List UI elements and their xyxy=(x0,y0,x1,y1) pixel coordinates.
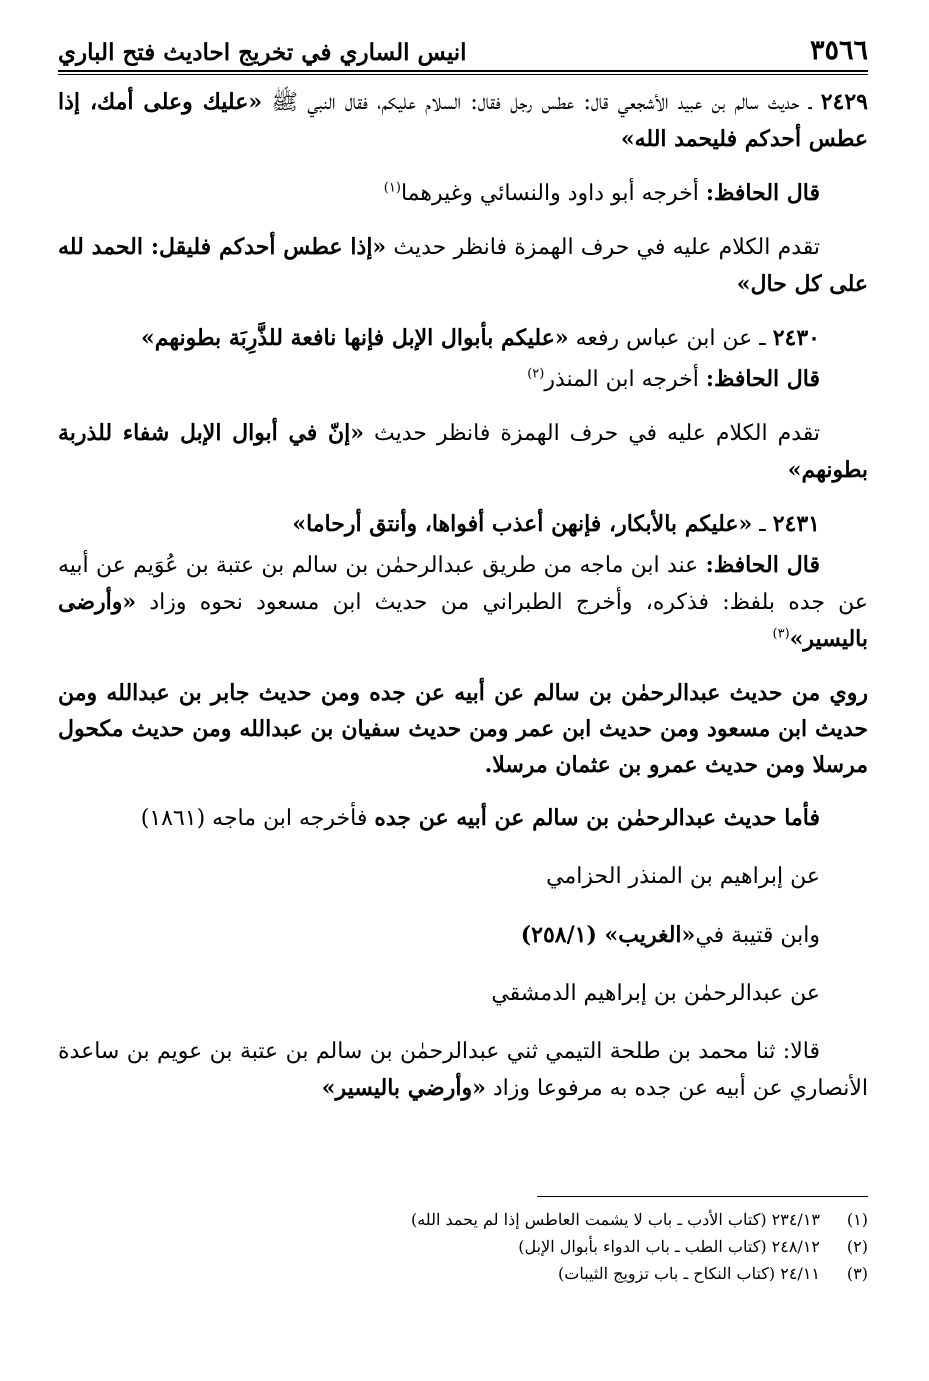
entry-2430 xyxy=(58,320,868,357)
chain-line xyxy=(58,917,868,954)
entry-lead: ـ xyxy=(752,512,773,537)
hafiz-label: قال الحافظ: xyxy=(705,366,820,392)
page-body xyxy=(58,84,868,1124)
hafiz-label: قال الحافظ: xyxy=(705,552,820,578)
detail-intro-bold: فأما حديث عبدالرحمٰن بن سالم عن أبيه عن جده xyxy=(374,805,820,831)
footnote-text: ٢٤٨/١٢ (كتاب الطب ـ باب الدواء بأبوال الإبل) xyxy=(518,1237,820,1256)
entry-2429 xyxy=(58,84,868,158)
header-rule-thin xyxy=(58,74,868,75)
hafiz-text: أخرجه أبو داود والنسائي وغيرهما xyxy=(400,181,706,206)
footnote-text: ٢٤/١١ (كتاب النكاح ـ باب تزويج الثيبات) xyxy=(558,1264,820,1283)
chain-line: عن إبراهيم بن المنذر الحزامي xyxy=(546,864,820,889)
footnote-number: (٢) xyxy=(846,1237,868,1256)
header-rule xyxy=(58,70,868,72)
hafiz-quote: «وأرضى باليسير» xyxy=(58,589,868,652)
page-header xyxy=(58,26,868,66)
cross-reference xyxy=(58,415,868,489)
detail-intro xyxy=(58,800,868,837)
entry-2431 xyxy=(58,506,868,543)
running-title: انيس الساري في تخريج احاديث فتح الباري xyxy=(58,39,467,66)
entry-number: ٢٤٢٩ xyxy=(820,89,868,115)
hadith-quote: «عليك وعلى أمك، إذا عطس أحدكم فليحمد الله» xyxy=(58,89,868,152)
hafiz-note xyxy=(58,547,868,658)
chain-text: وابن قتيبة في xyxy=(695,923,820,948)
footnote-rule xyxy=(537,1196,868,1197)
entry-number: ٢٤٣١ xyxy=(772,511,820,537)
entry-number: ٢٤٣٠ xyxy=(772,325,820,351)
chain-text: قالا: ثنا محمد بن طلحة التيمي ثني عبدالرحمٰن بن سالم بن عتبة بن عويم بن ساعدة الأنصاري عن أبيه عن جده به مرفوعا وزاد xyxy=(58,1039,868,1101)
cross-reference xyxy=(58,229,868,303)
footnote-mark: (١) xyxy=(383,180,401,196)
footnote-mark: (٢) xyxy=(527,366,545,382)
footnote xyxy=(58,1206,868,1233)
entry-lead: ـ عن ابن عباس رفعه xyxy=(568,326,773,351)
reference-text: تقدم الكلام عليه في حرف الهمزة فانظر حديث xyxy=(386,235,821,260)
footnote xyxy=(58,1260,868,1287)
chain-final xyxy=(58,1034,868,1107)
hadith-quote: «عليكم بأبوال الإبل فإنها نافعة للذَّرِبَة بطونهم» xyxy=(140,325,569,351)
hafiz-note xyxy=(58,175,868,212)
footnotes xyxy=(58,1206,868,1287)
chain-quote: «وأرضي باليسير» xyxy=(321,1075,486,1101)
footnote-number: (١) xyxy=(846,1210,868,1229)
entry-lead: ـ حديث سالم بن عبيد الأشجعي قال: عطس رجل فقال: السلام عليكم، فقال النبي ﷺ xyxy=(262,90,821,115)
hadith-quote: «عليكم بالأبكار، فإنهن أعذب أفواها، وأنتق أرحاما» xyxy=(292,511,753,537)
reference-quote: «إذا عطس أحدكم فليقل: الحمد لله على كل حال» xyxy=(58,234,868,297)
footnote-number: (٣) xyxy=(846,1264,868,1283)
footnote-text: ٢٣٤/١٣ (كتاب الأدب ـ باب لا يشمت العاطس إذا لم يحمد الله) xyxy=(410,1210,820,1229)
reference-quote: «إنّ في أبوال الإبل شفاء للذربة بطونهم» xyxy=(58,420,868,483)
narrations-summary: روي من حديث عبدالرحمٰن بن سالم عن أبيه عن جده ومن حديث جابر بن عبدالله ومن حديث ابن مسعود ومن حديث ابن عمر ومن حديث سفيان بن عبدالله ومن حديث مكحول مرسلا ومن حديث عمرو بن عثمان مرسلا. xyxy=(58,680,868,778)
chain-line: عن عبدالرحمٰن بن إبراهيم الدمشقي xyxy=(491,981,820,1006)
footnote xyxy=(58,1233,868,1260)
book-reference: «الغريب» (٢٥٨/١) xyxy=(520,922,696,948)
hafiz-note xyxy=(58,361,868,398)
hafiz-text: عند ابن ماجه من طريق عبدالرحمٰن بن سالم بن عتبة بن عُوَيم عن أبيه عن جده بلفظ: فذكره، وأخرج الطبراني من حديث ابن مسعود نحوه وزاد xyxy=(58,553,868,615)
page-number: ٣٥٦٦ xyxy=(809,35,868,66)
hafiz-label: قال الحافظ: xyxy=(705,180,820,206)
detail-intro-rest: فأخرجه ابن ماجه (١٨٦١) xyxy=(140,806,375,831)
hafiz-text: أخرجه ابن المنذر xyxy=(544,367,706,392)
footnote-mark: (٣) xyxy=(772,626,790,642)
reference-text: تقدم الكلام عليه في حرف الهمزة فانظر حديث xyxy=(363,421,821,446)
